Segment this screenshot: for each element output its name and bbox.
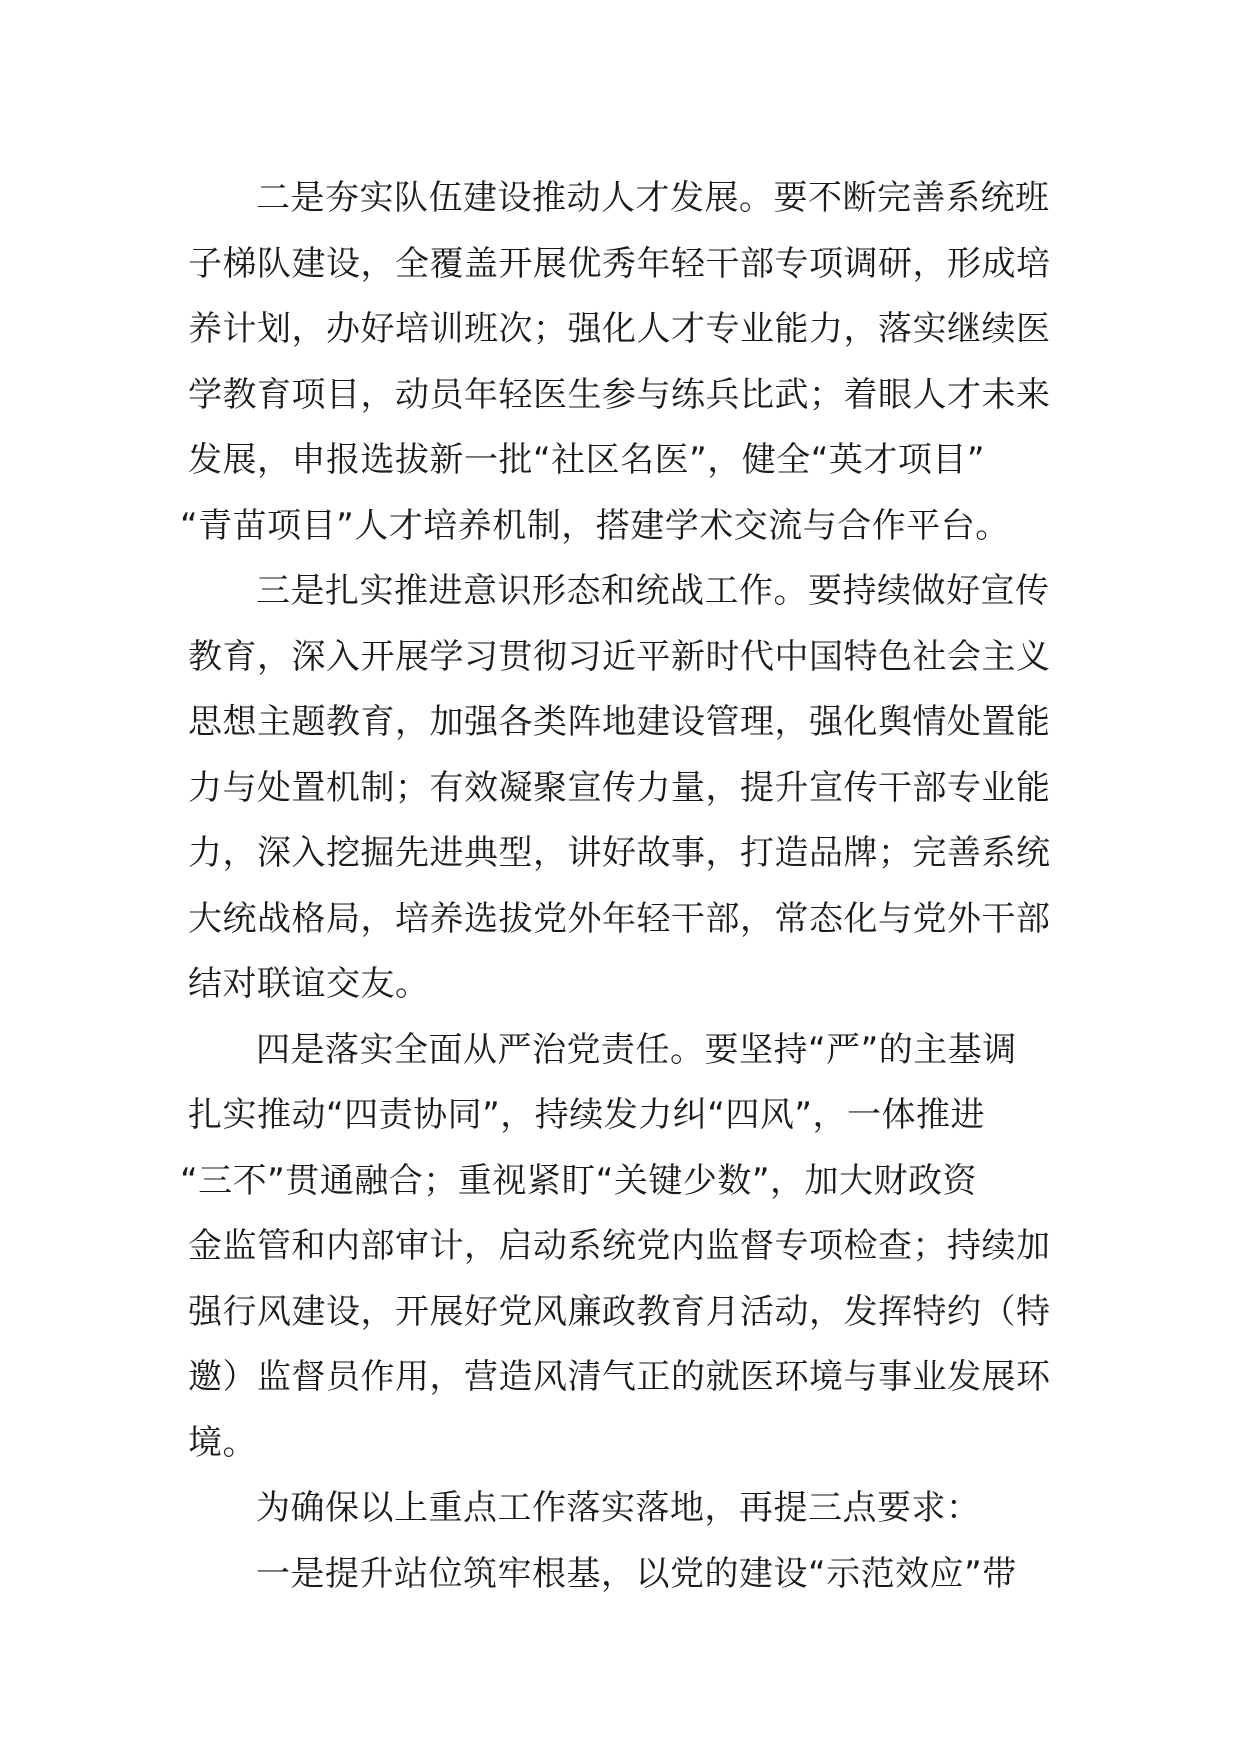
text-line: 大统战格局，培养选拔党外年轻干部，常态化与党外干部 (188, 898, 1051, 939)
paragraph-talent-development (180, 166, 1054, 559)
text-line: 为确保以上重点工作落实落地，再提三点要求： (256, 1488, 981, 1528)
text-line: “三不”贯通融合；重视紧盯“关键少数”，加大财政资 (180, 1160, 977, 1201)
text-line: 学教育项目，动员年轻医生参与练兵比武；着眼人才未来 (188, 374, 1051, 415)
text-line: 一是提升站位筑牢根基，以党的建设“示范效应”带 (256, 1553, 1017, 1594)
text-line: 四是落实全面从严治党责任。要坚持“严”的主基调 (256, 1029, 1017, 1070)
text-line: 金监管和内部审计，启动系统党内监督专项检查；持续加 (188, 1226, 1051, 1266)
text-line: 扎实推动“四责协同”，持续发力纠“四风”，一体推进 (188, 1095, 985, 1135)
text-line: 思想主题教育，加强各类阵地建设管理，强化舆情处置能 (188, 702, 1051, 742)
text-line: 养计划，办好培训班次；强化人才专业能力，落实继续医 (188, 309, 1051, 349)
document-body (180, 166, 1054, 1607)
paragraph-ideology-united-front (188, 559, 1054, 1018)
text-line: 发展，申报选拔新一批“社区名医”，健全“英才项目” (188, 440, 985, 480)
text-line: 境。 (188, 1422, 257, 1463)
paragraph-party-discipline (180, 1018, 1054, 1477)
text-line: 二是夯实队伍建设推动人才发展。要不断完善系统班 (256, 178, 1050, 218)
text-line: 强行风建设，开展好党风廉政教育月活动，发挥特约（特 (188, 1291, 1051, 1332)
text-line: 教育，深入开展学习贯彻习近平新时代中国特色社会主义 (188, 636, 1051, 677)
text-line: 邀）监督员作用，营造风清气正的就医环境与事业发展环 (188, 1357, 1051, 1397)
text-line: 子梯队建设，全覆盖开展优秀年轻干部专项调研，形成培 (188, 243, 1051, 284)
text-line: 三是扎实推进意识形态和统战工作。要持续做好宣传 (256, 571, 1050, 611)
paragraph-first-requirement (188, 1542, 1054, 1608)
text-line: 结对联谊交友。 (188, 964, 430, 1004)
text-line: 力与处置机制；有效凝聚宣传力量，提升宣传干部专业能 (188, 767, 1051, 808)
text-line: “青苗项目”人才培养机制，搭建学术交流与合作平台。 (180, 505, 1010, 546)
text-line: 力，深入挖掘先进典型，讲好故事，打造品牌；完善系统 (188, 833, 1051, 873)
paragraph-requirements-intro (188, 1476, 1054, 1542)
